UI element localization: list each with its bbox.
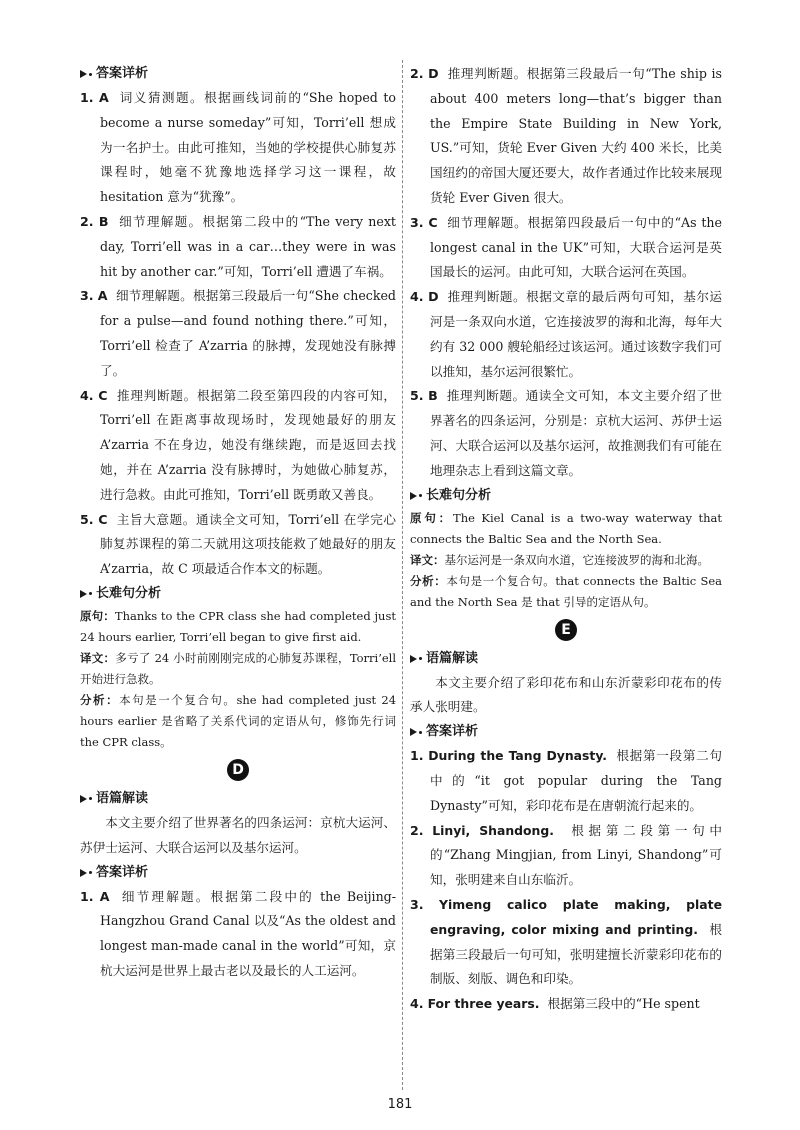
question-type: 推理判断题。 — [446, 388, 526, 404]
translation — [80, 648, 396, 690]
question-type: 细节理解题。 — [116, 288, 193, 304]
item-number: 5. — [80, 511, 94, 527]
section-heading-answer-analysis — [80, 863, 396, 883]
section-heading-answer-analysis — [80, 64, 396, 84]
answer-item — [80, 885, 396, 984]
translation-text: 多亏了 24 小时前刚刚完成的心肺复苏课程，Torri’ell 开始进行急救。 — [80, 650, 397, 686]
page-number: 181 — [387, 1097, 413, 1112]
analysis-text: 本句是一个复合句。she had completed just 24 hours earlier 是省略了关系代词的定语从句，修饰先行词 the CPR class。 — [80, 692, 397, 749]
question-type: 细节理解题。 — [119, 213, 203, 229]
triangle-bullet-icon — [410, 728, 417, 736]
passage-summary: 本文主要介绍了世界著名的四条运河：京杭大运河、苏伊士运河、大联合运河以及基尔运河。 — [80, 814, 396, 855]
section-heading-text: 长难句分析 — [426, 487, 492, 503]
passage-badge-wrap — [80, 759, 396, 781]
item-number: 5. — [410, 388, 424, 404]
question-type: 细节理解题。 — [447, 214, 528, 230]
answer-item — [80, 384, 396, 508]
section-heading-text: 答案详析 — [96, 66, 149, 81]
section-heading-passage-reading — [410, 649, 722, 669]
analysis — [410, 571, 722, 613]
answer-key: C — [98, 511, 108, 527]
left-column — [80, 62, 396, 984]
answer-key: B — [428, 388, 438, 404]
answer-key: Yimeng calico plate making, plate engraving, color mixing and printing. — [430, 896, 722, 937]
translation-text: 基尔运河是一条双向水道，它连接波罗的海和北海。 — [444, 552, 709, 567]
question-type: 推理判断题。 — [447, 66, 527, 81]
triangle-bullet-icon — [80, 590, 87, 598]
section-heading-text: 语篇解读 — [426, 650, 479, 666]
passage-badge-wrap — [410, 619, 722, 641]
dot-icon — [89, 592, 92, 595]
right-column — [410, 62, 722, 1017]
explanation-text: 根据第二段中的“The very next day, Torri’ell was in a car…they were in was hit by another car.”可知，Torri’ell 遭遇了车祸。 — [100, 213, 396, 279]
explanation-text: 根据第四段最后一句中的“As the longest canal in the UK”可知，大联合运河是英国最长的运河。由此可知，大联合运河在英国。 — [430, 214, 723, 280]
explanation-text: 根据第三段中的“He spent — [547, 996, 700, 1012]
explanation-text: 根据第三段最后一句“She checked for a pulse—and found nothing there.”可知，Torri’ell 检查了 A’zarria 的脉搏，发现她没有脉搏了。 — [100, 288, 396, 378]
explanation-text: 通读全文可知，本文主要介绍了世界著名的四条运河，分别是：京杭大运河、苏伊士运河、大联合运河以及基尔运河，故推测我们有可能在地理杂志上看到这篇文章。 — [430, 388, 723, 478]
dot-icon — [419, 494, 422, 497]
answer-key: For three years. — [427, 996, 540, 1012]
explanation-text: 根据第二段至第四段的内容可知，Torri’ell 在距离事故现场时，发现她最好的朋友 A’zarria 不在身边，她没有继续跑，而是返回去找她，并在 A’zarria 没有脉搏时，为她做心肺复苏，进行急救。由此可推知，Torri’ell 既勇敢又善良。 — [100, 387, 397, 502]
question-type: 推理判断题。 — [117, 387, 197, 403]
question-type: 主旨大意题。 — [116, 511, 197, 527]
answer-item — [410, 285, 722, 384]
explanation-text: 根据第三段最后一句可知，张明建擅长沂蒙彩印花布的制版、刻版、调色和印染。 — [430, 921, 722, 987]
passage-e-badge: E — [555, 619, 577, 641]
answer-key: A — [99, 888, 110, 904]
label: 译文： — [80, 650, 116, 665]
answer-key: Linyi, Shandong. — [432, 822, 554, 838]
dot-icon — [89, 871, 92, 874]
answer-key: D — [428, 66, 439, 81]
label: 原句： — [80, 608, 115, 623]
triangle-bullet-icon — [410, 655, 417, 663]
answer-item — [410, 992, 722, 1017]
answer-item — [80, 508, 396, 582]
item-number: 4. — [410, 996, 424, 1012]
answer-key: A — [97, 288, 108, 304]
answer-item — [410, 384, 722, 483]
answer-item — [80, 284, 396, 383]
column-divider — [402, 60, 403, 1090]
item-number: 2. — [80, 213, 94, 229]
section-heading-long-sentence — [80, 584, 396, 604]
answer-key: C — [98, 387, 108, 403]
answer-item — [410, 893, 722, 992]
answer-item — [80, 210, 396, 284]
answer-item — [410, 211, 722, 285]
item-number: 4. — [410, 289, 424, 305]
question-type: 细节理解题。 — [121, 888, 211, 904]
explanation-text: 根据第二段第一句中的“Zhang Mingjian, from Linyi, Shandong”可知，张明建来自山东临沂。 — [430, 822, 723, 888]
explanation-text: 根据文章的最后两句可知，基尔运河是一条双向水道，它连接波罗的海和北海，每年大约有 32 000 艘轮船经过该运河。通过该数字我们可以推知，基尔运河很繁忙。 — [430, 289, 723, 379]
explanation-text: 根据第二段中的 the Beijing-Hangzhou Grand Canal 以及“As the oldest and longest man-made canal in the world”可知，京杭大运河是世界上最古老以及最长的人工运河。 — [100, 888, 397, 978]
answer-item — [410, 62, 722, 211]
label: 原句： — [410, 510, 454, 525]
passage-summary: 本文主要介绍了彩印花布和山东沂蒙彩印花布的传承人张明建。 — [410, 674, 722, 715]
question-type: 词义猜测题。 — [119, 90, 205, 105]
item-number: 2. — [410, 66, 424, 81]
item-number: 1. — [80, 888, 94, 904]
answer-key: C — [428, 214, 438, 230]
sentence-text: The Kiel Canal is a two-way waterway that connects the Baltic Sea and the North Sea. — [410, 510, 722, 546]
answer-item — [80, 86, 396, 210]
item-number: 3. — [410, 214, 424, 230]
original-sentence — [410, 508, 722, 550]
section-heading-long-sentence — [410, 486, 722, 506]
translation — [410, 550, 722, 571]
section-heading-text: 长难句分析 — [96, 585, 162, 601]
answer-key: B — [98, 213, 109, 229]
dot-icon — [89, 797, 92, 800]
label: 译文： — [410, 552, 445, 567]
answer-key: A — [99, 90, 109, 105]
explanation-text: 根据画线词前的“She hoped to become a nurse someday”可知，Torri’ell 想成为一名护士。由此可推知，当她的学校提供心肺复苏课程时，她毫不犹豫地选择学习这一课程，故 hesitation 意为“犹豫”。 — [100, 90, 396, 205]
dot-icon — [89, 73, 92, 76]
item-number: 4. — [80, 387, 94, 403]
triangle-bullet-icon — [80, 795, 87, 803]
item-number: 1. — [80, 90, 94, 105]
label: 分析： — [80, 692, 120, 707]
section-heading-text: 答案详析 — [96, 864, 149, 880]
item-number: 2. — [410, 822, 424, 838]
passage-d-badge: D — [227, 759, 249, 781]
answer-key: During the Tang Dynasty. — [428, 748, 607, 764]
answer-item — [410, 744, 722, 818]
item-number: 3. — [410, 896, 424, 912]
explanation-text: 通读全文可知，Torri’ell 在学完心肺复苏课程的第二天就用这项技能救了她最好的朋友 A’zarria，故 C 项最适合作本文的标题。 — [100, 511, 397, 577]
analysis — [80, 690, 396, 753]
section-heading-passage-reading — [80, 789, 396, 809]
dot-icon — [419, 731, 422, 734]
dot-icon — [419, 657, 422, 660]
triangle-bullet-icon — [80, 70, 87, 78]
label: 分析： — [410, 573, 447, 588]
section-heading-text: 语篇解读 — [96, 790, 149, 806]
item-number: 1. — [410, 748, 424, 764]
explanation-text: 根据第三段最后一句“The ship is about 400 meters long—that’s bigger than the Empire State Building in New York, US.”可知，货轮 Ever Given 大约 400 米长，比美国纽约的帝国大厦还要大，故作者通过作比较来展现货轮 Ever Given 很大。 — [430, 66, 722, 205]
original-sentence — [80, 606, 396, 648]
question-type: 推理判断题。 — [447, 289, 527, 305]
section-heading-text: 答案详析 — [426, 724, 479, 740]
section-heading-answer-analysis — [410, 722, 722, 742]
answer-item — [410, 819, 722, 893]
triangle-bullet-icon — [80, 869, 87, 877]
sentence-text: Thanks to the CPR class she had completed just 24 hours earlier, Torri’ell began to give first aid. — [80, 608, 396, 644]
triangle-bullet-icon — [410, 492, 417, 500]
answer-key: D — [428, 289, 439, 305]
item-number: 3. — [80, 288, 94, 304]
analysis-text: 本句是一个复合句。that connects the Baltic Sea and the North Sea 是 that 引导的定语从句。 — [410, 573, 723, 609]
explanation-text: 根据第一段第二句中的“it got popular during the Tang Dynasty”可知，彩印花布是在唐朝流行起来的。 — [430, 748, 722, 813]
